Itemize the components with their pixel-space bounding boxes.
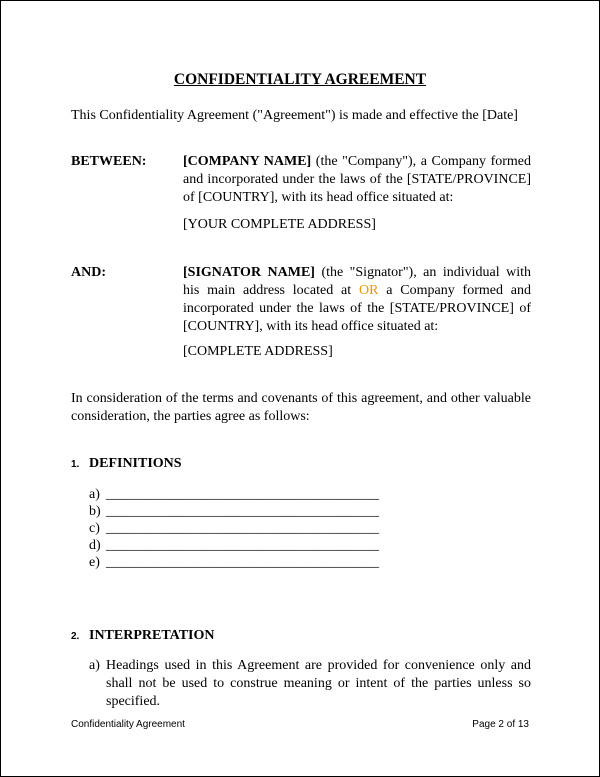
definition-blank-line: _______________________________________ xyxy=(106,521,379,536)
definitions-heading xyxy=(71,455,182,474)
between-label: BETWEEN: xyxy=(71,154,147,169)
and-address: [COMPLETE ADDRESS] xyxy=(183,344,333,359)
footer-page-number: Page 2 of 13 xyxy=(472,719,529,730)
between-text: (the "Company"), a Company formed and incorporated under the laws of the [STATE/PROVINCE] of [COUNTRY], with its head office situated at: xyxy=(183,154,531,205)
definitions-number: 1. xyxy=(71,459,80,470)
interpretation-text: Headings used in this Agreement are provided for convenience only and shall not be used to construe meaning or intent of the parties unless so specified. xyxy=(106,658,531,709)
and-description xyxy=(183,264,531,336)
definitions-title: DEFINITIONS xyxy=(89,456,182,471)
and-label: AND: xyxy=(71,265,106,280)
definition-letter: e) xyxy=(89,555,100,570)
consideration-paragraph: In consideration of the terms and covenants of this agreement, and other valuable consideration, the parties agree as follows: xyxy=(71,391,531,424)
interpretation-number: 2. xyxy=(71,631,80,642)
definition-blank-line: _______________________________________ xyxy=(106,555,379,570)
definitions-list xyxy=(89,486,379,571)
and-text-before-or: (the "Signator"), an individual with his main address located at xyxy=(183,265,531,298)
definition-item xyxy=(89,503,379,520)
definition-blank-line: _______________________________________ xyxy=(106,538,379,553)
definition-letter: b) xyxy=(89,504,101,519)
or-highlight: OR xyxy=(358,283,379,298)
definition-letter: d) xyxy=(89,538,101,553)
company-name-placeholder: [COMPANY NAME] xyxy=(183,154,312,169)
document-title: CONFIDENTIALITY AGREEMENT xyxy=(173,71,427,88)
definition-blank-line: _______________________________________ xyxy=(106,487,379,502)
interpretation-letter: a) xyxy=(89,658,100,673)
definition-letter: c) xyxy=(89,521,100,536)
interpretation-title: INTERPRETATION xyxy=(89,628,215,643)
page-footer xyxy=(71,719,529,731)
and-text-after-or: a Company formed and incorporated under the laws of the [STATE/PROVINCE] of [COUNTRY], with its head office situated at: xyxy=(183,283,532,334)
definition-item xyxy=(89,486,379,503)
footer-document-name: Confidentiality Agreement xyxy=(71,719,185,730)
signator-name-placeholder: [SIGNATOR NAME] xyxy=(183,265,315,280)
between-description xyxy=(183,153,531,207)
definition-item xyxy=(89,554,379,571)
definition-letter: a) xyxy=(89,487,100,502)
definition-item xyxy=(89,520,379,537)
interpretation-heading xyxy=(71,627,215,646)
definition-item xyxy=(89,537,379,554)
intro-paragraph: This Confidentiality Agreement ("Agreement") is made and effective the [Date] xyxy=(71,108,518,123)
between-address: [YOUR COMPLETE ADDRESS] xyxy=(183,217,376,232)
definition-blank-line: _______________________________________ xyxy=(106,504,379,519)
